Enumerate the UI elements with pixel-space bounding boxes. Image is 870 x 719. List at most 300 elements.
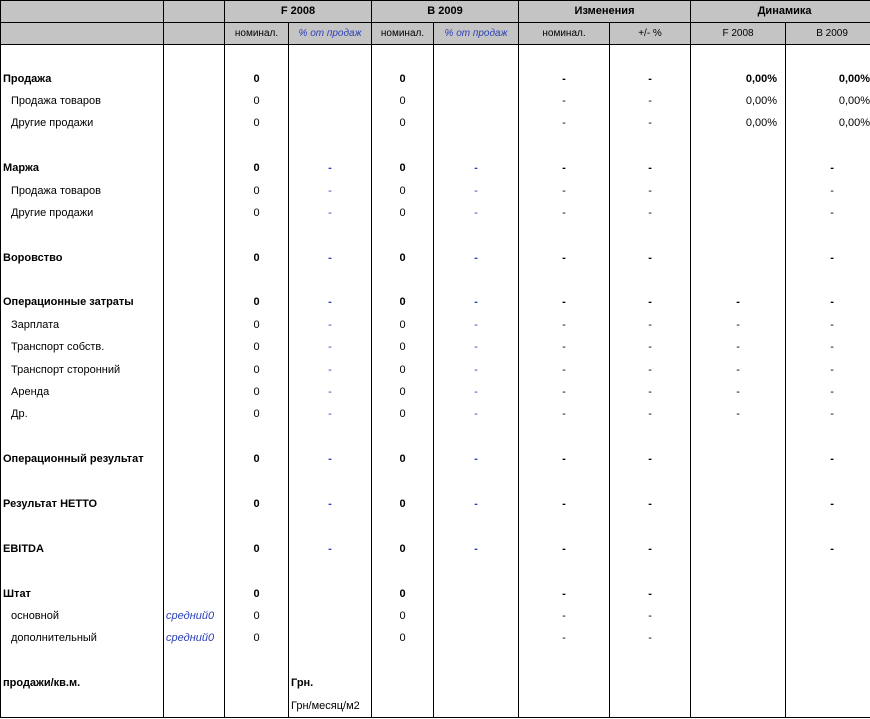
cell-dyn-f[interactable] — [691, 627, 786, 649]
empty-cell[interactable] — [225, 650, 289, 672]
cell-b-pct[interactable]: - — [434, 493, 519, 515]
cell-dyn-b[interactable]: - — [786, 336, 870, 358]
cell-f-pct[interactable]: - — [289, 538, 372, 560]
empty-cell[interactable] — [225, 426, 289, 448]
empty-cell[interactable] — [289, 224, 372, 246]
empty-cell[interactable] — [164, 515, 225, 537]
cell-b-nom[interactable]: 0 — [372, 112, 434, 134]
empty-cell[interactable] — [519, 224, 610, 246]
cell-b-nom[interactable]: 0 — [372, 448, 434, 470]
cell-ch-nom[interactable]: - — [519, 627, 610, 649]
cell-dyn-f[interactable] — [691, 672, 786, 694]
cell-b-nom[interactable]: 0 — [372, 90, 434, 112]
empty-cell[interactable] — [434, 269, 519, 291]
cell-ch-pct[interactable]: - — [610, 493, 691, 515]
cell-b-pct[interactable]: - — [434, 381, 519, 403]
empty-cell[interactable] — [434, 224, 519, 246]
cell-dyn-f[interactable]: - — [691, 336, 786, 358]
row-note[interactable] — [164, 90, 225, 112]
empty-cell[interactable] — [164, 470, 225, 492]
row-note[interactable] — [164, 582, 225, 604]
empty-cell[interactable] — [1, 45, 164, 68]
cell-ch-pct[interactable]: - — [610, 538, 691, 560]
cell-dyn-f[interactable] — [691, 605, 786, 627]
cell-f-nom[interactable]: 0 — [225, 582, 289, 604]
header-blank-cell[interactable] — [1, 1, 164, 23]
cell-f-nom[interactable]: 0 — [225, 112, 289, 134]
row-note[interactable]: средний0 — [164, 605, 225, 627]
cell-f-nom[interactable]: 0 — [225, 381, 289, 403]
cell-dyn-f[interactable] — [691, 179, 786, 201]
empty-cell[interactable] — [691, 560, 786, 582]
cell-b-pct[interactable]: - — [434, 403, 519, 425]
cell-b-pct[interactable]: - — [434, 358, 519, 380]
cell-b-pct[interactable] — [434, 605, 519, 627]
cell-f-pct[interactable]: - — [289, 403, 372, 425]
cell-dyn-f[interactable]: 0,00% — [691, 112, 786, 134]
cell-ch-nom[interactable]: - — [519, 538, 610, 560]
empty-cell[interactable] — [225, 470, 289, 492]
cell-f-pct[interactable] — [289, 627, 372, 649]
cell-dyn-b[interactable]: 0,00% — [786, 90, 870, 112]
row-note[interactable] — [164, 358, 225, 380]
cell-b-nom[interactable]: 0 — [372, 314, 434, 336]
cell-dyn-f[interactable]: - — [691, 291, 786, 313]
cell-dyn-b[interactable]: - — [786, 403, 870, 425]
empty-cell[interactable] — [610, 45, 691, 68]
cell-f-nom[interactable]: 0 — [225, 358, 289, 380]
empty-cell[interactable] — [1, 426, 164, 448]
subheader-cell[interactable]: +/- % — [610, 23, 691, 45]
row-label[interactable]: Маржа — [1, 157, 164, 179]
cell-b-pct[interactable] — [434, 67, 519, 89]
cell-b-pct[interactable] — [434, 90, 519, 112]
cell-f-nom[interactable]: 0 — [225, 67, 289, 89]
empty-cell[interactable] — [289, 426, 372, 448]
empty-cell[interactable] — [786, 45, 870, 68]
subheader-cell[interactable]: F 2008 — [691, 23, 786, 45]
cell-b-nom[interactable]: 0 — [372, 291, 434, 313]
empty-cell[interactable] — [691, 470, 786, 492]
header-blank-cell[interactable] — [164, 1, 225, 23]
cell-ch-nom[interactable]: - — [519, 112, 610, 134]
cell-f-nom[interactable] — [225, 672, 289, 694]
cell-dyn-b[interactable]: - — [786, 291, 870, 313]
cell-f-pct[interactable]: Грн. — [289, 672, 372, 694]
row-note[interactable] — [164, 67, 225, 89]
cell-dyn-b[interactable]: - — [786, 538, 870, 560]
cell-b-nom[interactable]: 0 — [372, 157, 434, 179]
row-note[interactable] — [164, 448, 225, 470]
cell-ch-nom[interactable]: - — [519, 336, 610, 358]
empty-cell[interactable] — [786, 560, 870, 582]
cell-f-pct[interactable]: - — [289, 448, 372, 470]
empty-cell[interactable] — [1, 515, 164, 537]
cell-ch-nom[interactable]: - — [519, 67, 610, 89]
cell-f-nom[interactable]: 0 — [225, 403, 289, 425]
cell-dyn-b[interactable]: - — [786, 157, 870, 179]
empty-cell[interactable] — [372, 269, 434, 291]
cell-dyn-b[interactable]: 0,00% — [786, 112, 870, 134]
cell-b-nom[interactable]: 0 — [372, 538, 434, 560]
cell-ch-nom[interactable]: - — [519, 605, 610, 627]
empty-cell[interactable] — [1, 560, 164, 582]
empty-cell[interactable] — [372, 560, 434, 582]
row-label[interactable]: Зарплата — [1, 314, 164, 336]
cell-b-pct[interactable]: - — [434, 448, 519, 470]
cell-f-nom[interactable] — [225, 694, 289, 717]
cell-ch-pct[interactable]: - — [610, 112, 691, 134]
cell-ch-pct[interactable]: - — [610, 582, 691, 604]
cell-b-nom[interactable]: 0 — [372, 605, 434, 627]
row-label[interactable]: Продажа — [1, 67, 164, 89]
empty-cell[interactable] — [691, 135, 786, 157]
row-label[interactable]: Другие продажи — [1, 202, 164, 224]
empty-cell[interactable] — [164, 269, 225, 291]
empty-cell[interactable] — [610, 650, 691, 672]
cell-f-nom[interactable]: 0 — [225, 336, 289, 358]
cell-ch-pct[interactable]: - — [610, 403, 691, 425]
subheader-cell[interactable]: B 2009 — [786, 23, 870, 45]
row-label[interactable]: Операционные затраты — [1, 291, 164, 313]
cell-ch-pct[interactable]: - — [610, 314, 691, 336]
cell-ch-pct[interactable]: - — [610, 358, 691, 380]
cell-dyn-f[interactable]: 0,00% — [691, 67, 786, 89]
empty-cell[interactable] — [289, 560, 372, 582]
empty-cell[interactable] — [786, 515, 870, 537]
empty-cell[interactable] — [610, 426, 691, 448]
empty-cell[interactable] — [519, 470, 610, 492]
cell-dyn-b[interactable] — [786, 582, 870, 604]
cell-f-pct[interactable] — [289, 112, 372, 134]
subheader-cell[interactable]: номинал. — [372, 23, 434, 45]
cell-ch-nom[interactable]: - — [519, 247, 610, 269]
cell-dyn-f[interactable]: - — [691, 314, 786, 336]
cell-b-nom[interactable]: 0 — [372, 381, 434, 403]
cell-f-nom[interactable]: 0 — [225, 605, 289, 627]
header-group-changes[interactable]: Изменения — [519, 1, 691, 23]
empty-cell[interactable] — [691, 426, 786, 448]
cell-dyn-f[interactable] — [691, 582, 786, 604]
row-note[interactable] — [164, 694, 225, 717]
row-note[interactable] — [164, 291, 225, 313]
cell-b-pct[interactable]: - — [434, 202, 519, 224]
cell-ch-nom[interactable] — [519, 694, 610, 717]
cell-f-nom[interactable]: 0 — [225, 493, 289, 515]
empty-cell[interactable] — [610, 515, 691, 537]
cell-b-nom[interactable]: 0 — [372, 358, 434, 380]
cell-dyn-b[interactable]: - — [786, 448, 870, 470]
cell-dyn-b[interactable]: 0,00% — [786, 67, 870, 89]
empty-cell[interactable] — [289, 515, 372, 537]
row-note[interactable] — [164, 672, 225, 694]
row-note[interactable] — [164, 112, 225, 134]
cell-b-pct[interactable] — [434, 627, 519, 649]
cell-b-nom[interactable] — [372, 694, 434, 717]
empty-cell[interactable] — [691, 224, 786, 246]
row-label[interactable]: продажи/кв.м. — [1, 672, 164, 694]
empty-cell[interactable] — [434, 560, 519, 582]
row-note[interactable] — [164, 157, 225, 179]
empty-cell[interactable] — [691, 650, 786, 672]
empty-cell[interactable] — [289, 269, 372, 291]
empty-cell[interactable] — [786, 135, 870, 157]
empty-cell[interactable] — [519, 426, 610, 448]
cell-f-nom[interactable]: 0 — [225, 538, 289, 560]
empty-cell[interactable] — [372, 426, 434, 448]
cell-ch-pct[interactable]: - — [610, 291, 691, 313]
empty-cell[interactable] — [225, 560, 289, 582]
empty-cell[interactable] — [434, 650, 519, 672]
cell-dyn-b[interactable] — [786, 627, 870, 649]
empty-cell[interactable] — [289, 470, 372, 492]
cell-dyn-f[interactable] — [691, 538, 786, 560]
cell-ch-pct[interactable]: - — [610, 448, 691, 470]
empty-cell[interactable] — [786, 269, 870, 291]
cell-dyn-f[interactable] — [691, 694, 786, 717]
row-note[interactable] — [164, 179, 225, 201]
empty-cell[interactable] — [691, 45, 786, 68]
cell-b-nom[interactable]: 0 — [372, 403, 434, 425]
row-note[interactable] — [164, 538, 225, 560]
empty-cell[interactable] — [434, 515, 519, 537]
row-label[interactable]: основной — [1, 605, 164, 627]
row-note[interactable] — [164, 336, 225, 358]
cell-dyn-f[interactable] — [691, 157, 786, 179]
cell-b-pct[interactable]: - — [434, 314, 519, 336]
empty-cell[interactable] — [289, 45, 372, 68]
cell-ch-pct[interactable]: - — [610, 157, 691, 179]
cell-f-pct[interactable]: - — [289, 314, 372, 336]
cell-b-nom[interactable] — [372, 672, 434, 694]
empty-cell[interactable] — [1, 224, 164, 246]
cell-dyn-f[interactable] — [691, 202, 786, 224]
empty-cell[interactable] — [519, 515, 610, 537]
row-label[interactable]: Транспорт собств. — [1, 336, 164, 358]
cell-ch-nom[interactable]: - — [519, 291, 610, 313]
cell-ch-nom[interactable]: - — [519, 448, 610, 470]
empty-cell[interactable] — [786, 426, 870, 448]
empty-cell[interactable] — [225, 45, 289, 68]
empty-cell[interactable] — [610, 269, 691, 291]
empty-cell[interactable] — [519, 269, 610, 291]
header-group-f2008[interactable]: F 2008 — [225, 1, 372, 23]
cell-f-nom[interactable]: 0 — [225, 627, 289, 649]
empty-cell[interactable] — [610, 470, 691, 492]
empty-cell[interactable] — [1, 269, 164, 291]
cell-ch-pct[interactable]: - — [610, 247, 691, 269]
cell-b-pct[interactable] — [434, 694, 519, 717]
cell-ch-nom[interactable]: - — [519, 314, 610, 336]
header-blank-cell[interactable] — [1, 23, 164, 45]
empty-cell[interactable] — [610, 560, 691, 582]
cell-dyn-b[interactable]: - — [786, 314, 870, 336]
cell-b-nom[interactable]: 0 — [372, 582, 434, 604]
cell-f-pct[interactable]: - — [289, 493, 372, 515]
subheader-cell[interactable]: номинал. — [225, 23, 289, 45]
subheader-cell[interactable]: % от продаж — [434, 23, 519, 45]
cell-f-nom[interactable]: 0 — [225, 157, 289, 179]
cell-b-pct[interactable]: - — [434, 336, 519, 358]
cell-ch-nom[interactable] — [519, 672, 610, 694]
cell-dyn-f[interactable] — [691, 493, 786, 515]
cell-b-nom[interactable]: 0 — [372, 247, 434, 269]
empty-cell[interactable] — [1, 470, 164, 492]
row-label[interactable]: дополнительный — [1, 627, 164, 649]
cell-b-nom[interactable]: 0 — [372, 627, 434, 649]
cell-f-nom[interactable]: 0 — [225, 314, 289, 336]
row-note[interactable] — [164, 314, 225, 336]
cell-ch-nom[interactable]: - — [519, 582, 610, 604]
empty-cell[interactable] — [1, 650, 164, 672]
cell-ch-pct[interactable]: - — [610, 627, 691, 649]
cell-dyn-f[interactable]: 0,00% — [691, 90, 786, 112]
empty-cell[interactable] — [434, 135, 519, 157]
cell-ch-nom[interactable]: - — [519, 381, 610, 403]
empty-cell[interactable] — [225, 269, 289, 291]
cell-f-nom[interactable]: 0 — [225, 448, 289, 470]
row-note[interactable] — [164, 202, 225, 224]
subheader-cell[interactable]: % от продаж — [289, 23, 372, 45]
cell-f-pct[interactable] — [289, 605, 372, 627]
cell-b-nom[interactable]: 0 — [372, 336, 434, 358]
empty-cell[interactable] — [289, 135, 372, 157]
cell-dyn-b[interactable] — [786, 672, 870, 694]
empty-cell[interactable] — [372, 470, 434, 492]
cell-f-pct[interactable]: - — [289, 157, 372, 179]
cell-dyn-b[interactable]: - — [786, 381, 870, 403]
cell-dyn-b[interactable]: - — [786, 493, 870, 515]
cell-f-pct[interactable] — [289, 90, 372, 112]
cell-f-pct[interactable]: - — [289, 381, 372, 403]
cell-ch-nom[interactable]: - — [519, 90, 610, 112]
cell-ch-nom[interactable]: - — [519, 157, 610, 179]
cell-f-pct[interactable]: - — [289, 291, 372, 313]
cell-b-pct[interactable] — [434, 672, 519, 694]
cell-b-nom[interactable]: 0 — [372, 179, 434, 201]
cell-ch-nom[interactable]: - — [519, 202, 610, 224]
cell-dyn-f[interactable]: - — [691, 403, 786, 425]
cell-f-pct[interactable]: - — [289, 336, 372, 358]
cell-f-pct[interactable]: - — [289, 179, 372, 201]
row-label[interactable]: Транспорт сторонний — [1, 358, 164, 380]
cell-f-nom[interactable]: 0 — [225, 291, 289, 313]
cell-f-pct[interactable] — [289, 582, 372, 604]
cell-b-pct[interactable]: - — [434, 179, 519, 201]
cell-b-nom[interactable]: 0 — [372, 67, 434, 89]
empty-cell[interactable] — [164, 650, 225, 672]
row-label[interactable]: EBITDA — [1, 538, 164, 560]
empty-cell[interactable] — [164, 560, 225, 582]
cell-ch-nom[interactable]: - — [519, 358, 610, 380]
cell-ch-nom[interactable]: - — [519, 179, 610, 201]
row-label[interactable]: Воровство — [1, 247, 164, 269]
empty-cell[interactable] — [434, 470, 519, 492]
cell-ch-pct[interactable]: - — [610, 179, 691, 201]
cell-dyn-f[interactable] — [691, 247, 786, 269]
row-label[interactable]: Другие продажи — [1, 112, 164, 134]
empty-cell[interactable] — [691, 269, 786, 291]
cell-b-pct[interactable] — [434, 582, 519, 604]
empty-cell[interactable] — [519, 650, 610, 672]
row-note[interactable] — [164, 247, 225, 269]
empty-cell[interactable] — [519, 45, 610, 68]
row-label[interactable]: Аренда — [1, 381, 164, 403]
cell-ch-nom[interactable]: - — [519, 403, 610, 425]
empty-cell[interactable] — [164, 426, 225, 448]
cell-dyn-b[interactable]: - — [786, 358, 870, 380]
cell-f-pct[interactable]: - — [289, 358, 372, 380]
cell-ch-pct[interactable] — [610, 672, 691, 694]
cell-f-nom[interactable]: 0 — [225, 90, 289, 112]
cell-f-pct[interactable] — [289, 67, 372, 89]
row-note[interactable]: средний0 — [164, 627, 225, 649]
cell-ch-nom[interactable]: - — [519, 493, 610, 515]
cell-f-nom[interactable]: 0 — [225, 179, 289, 201]
cell-f-pct[interactable]: - — [289, 202, 372, 224]
cell-b-nom[interactable]: 0 — [372, 493, 434, 515]
header-group-b2009[interactable]: B 2009 — [372, 1, 519, 23]
row-note[interactable] — [164, 381, 225, 403]
row-label[interactable]: Операционный результат — [1, 448, 164, 470]
row-label[interactable]: Др. — [1, 403, 164, 425]
empty-cell[interactable] — [372, 650, 434, 672]
cell-b-pct[interactable]: - — [434, 247, 519, 269]
empty-cell[interactable] — [434, 45, 519, 68]
row-note[interactable] — [164, 493, 225, 515]
cell-dyn-b[interactable]: - — [786, 179, 870, 201]
header-group-dynamics[interactable]: Динамика — [691, 1, 870, 23]
empty-cell[interactable] — [786, 470, 870, 492]
cell-f-nom[interactable]: 0 — [225, 202, 289, 224]
cell-b-pct[interactable]: - — [434, 291, 519, 313]
empty-cell[interactable] — [225, 135, 289, 157]
cell-ch-pct[interactable]: - — [610, 67, 691, 89]
cell-ch-pct[interactable] — [610, 694, 691, 717]
cell-dyn-f[interactable]: - — [691, 358, 786, 380]
empty-cell[interactable] — [1, 135, 164, 157]
empty-cell[interactable] — [610, 224, 691, 246]
row-label[interactable]: Продажа товаров — [1, 179, 164, 201]
cell-f-pct[interactable]: - — [289, 247, 372, 269]
cell-dyn-b[interactable] — [786, 605, 870, 627]
empty-cell[interactable] — [164, 224, 225, 246]
cell-dyn-b[interactable] — [786, 694, 870, 717]
cell-ch-pct[interactable]: - — [610, 605, 691, 627]
subheader-cell[interactable]: номинал. — [519, 23, 610, 45]
cell-ch-pct[interactable]: - — [610, 336, 691, 358]
empty-cell[interactable] — [786, 224, 870, 246]
empty-cell[interactable] — [372, 45, 434, 68]
cell-b-pct[interactable]: - — [434, 538, 519, 560]
cell-f-nom[interactable]: 0 — [225, 247, 289, 269]
empty-cell[interactable] — [289, 650, 372, 672]
empty-cell[interactable] — [691, 515, 786, 537]
cell-ch-pct[interactable]: - — [610, 381, 691, 403]
empty-cell[interactable] — [434, 426, 519, 448]
cell-b-nom[interactable]: 0 — [372, 202, 434, 224]
row-label[interactable]: Продажа товаров — [1, 90, 164, 112]
cell-ch-pct[interactable]: - — [610, 90, 691, 112]
cell-b-pct[interactable] — [434, 112, 519, 134]
empty-cell[interactable] — [164, 135, 225, 157]
empty-cell[interactable] — [372, 135, 434, 157]
row-note[interactable] — [164, 403, 225, 425]
cell-dyn-f[interactable]: - — [691, 381, 786, 403]
empty-cell[interactable] — [610, 135, 691, 157]
header-blank-cell[interactable] — [164, 23, 225, 45]
cell-b-pct[interactable]: - — [434, 157, 519, 179]
